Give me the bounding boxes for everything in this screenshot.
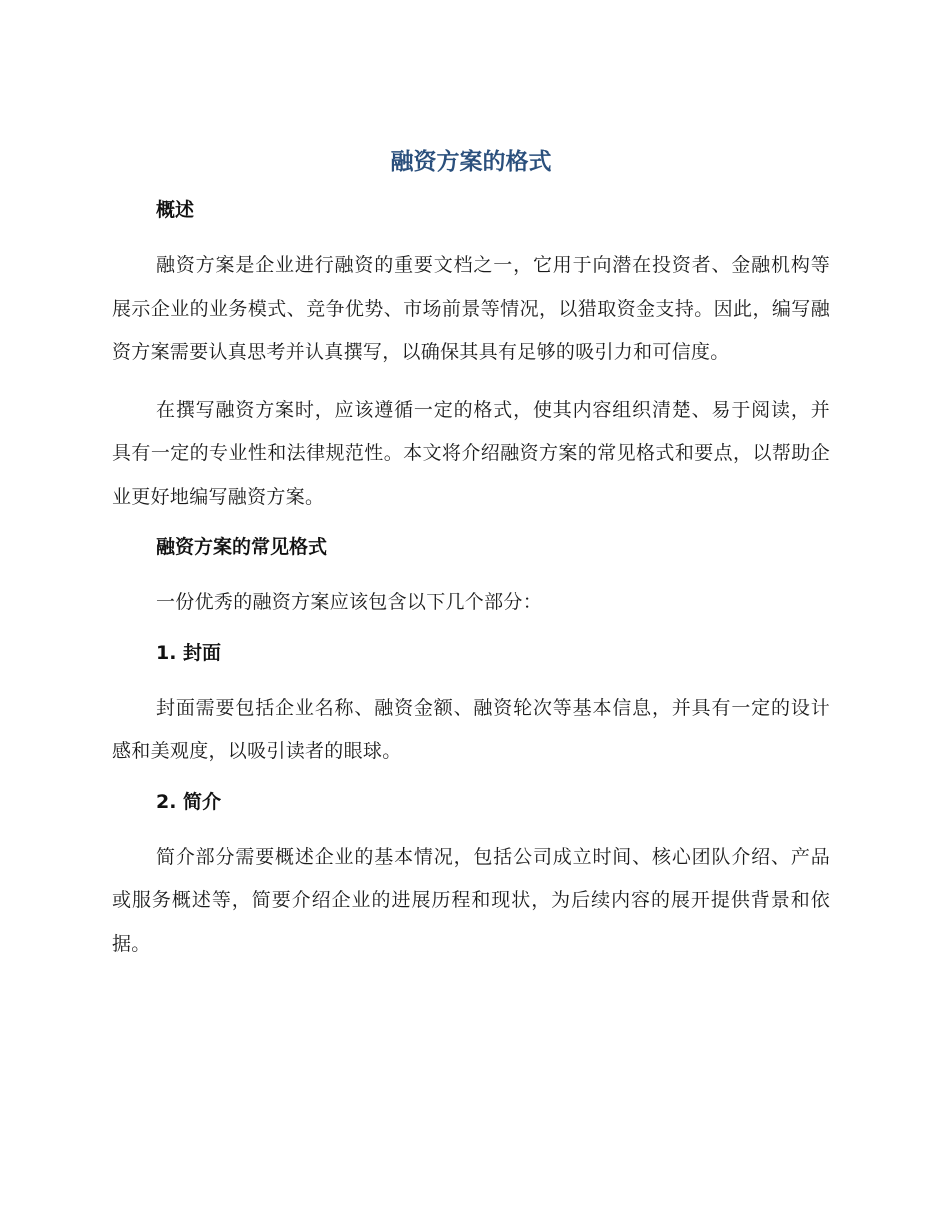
paragraph: 一份优秀的融资方案应该包含以下几个部分：	[156, 591, 543, 613]
section-heading: 1. 封面	[156, 641, 222, 664]
section-cover	[112, 639, 830, 774]
section-common-format	[112, 533, 830, 625]
section-heading: 概述	[156, 199, 195, 221]
section-heading: 2. 简介	[156, 790, 222, 813]
paragraph: 在撰写融资方案时，应该遵循一定的格式，使其内容组织清楚、易于阅读，并具有一定的专业性和法律规范性。本文将介绍融资方案的常见格式和要点，以帮助企业更好地编写融资方案。	[112, 398, 830, 508]
paragraph: 简介部分需要概述企业的基本情况，包括公司成立时间、核心团队介绍、产品或服务概述等，简要介绍企业的进展历程和现状，为后续内容的展开提供背景和依据。	[112, 845, 830, 955]
paragraph: 融资方案是企业进行融资的重要文档之一，它用于向潜在投资者、金融机构等展示企业的业务模式、竞争优势、市场前景等情况，以猎取资金支持。因此，编写融资方案需要认真思考并认真撰写，以确保其具有足够的吸引力和可信度。	[112, 254, 830, 363]
paragraph: 封面需要包括企业名称、融资金额、融资轮次等基本信息，并具有一定的设计感和美观度，以吸引读者的眼球。	[112, 696, 830, 762]
section-introduction	[112, 788, 830, 967]
document-title: 融资方案的格式	[390, 149, 552, 175]
section-heading: 融资方案的常见格式	[156, 536, 328, 558]
document-page	[112, 140, 830, 966]
section-overview	[112, 196, 830, 519]
